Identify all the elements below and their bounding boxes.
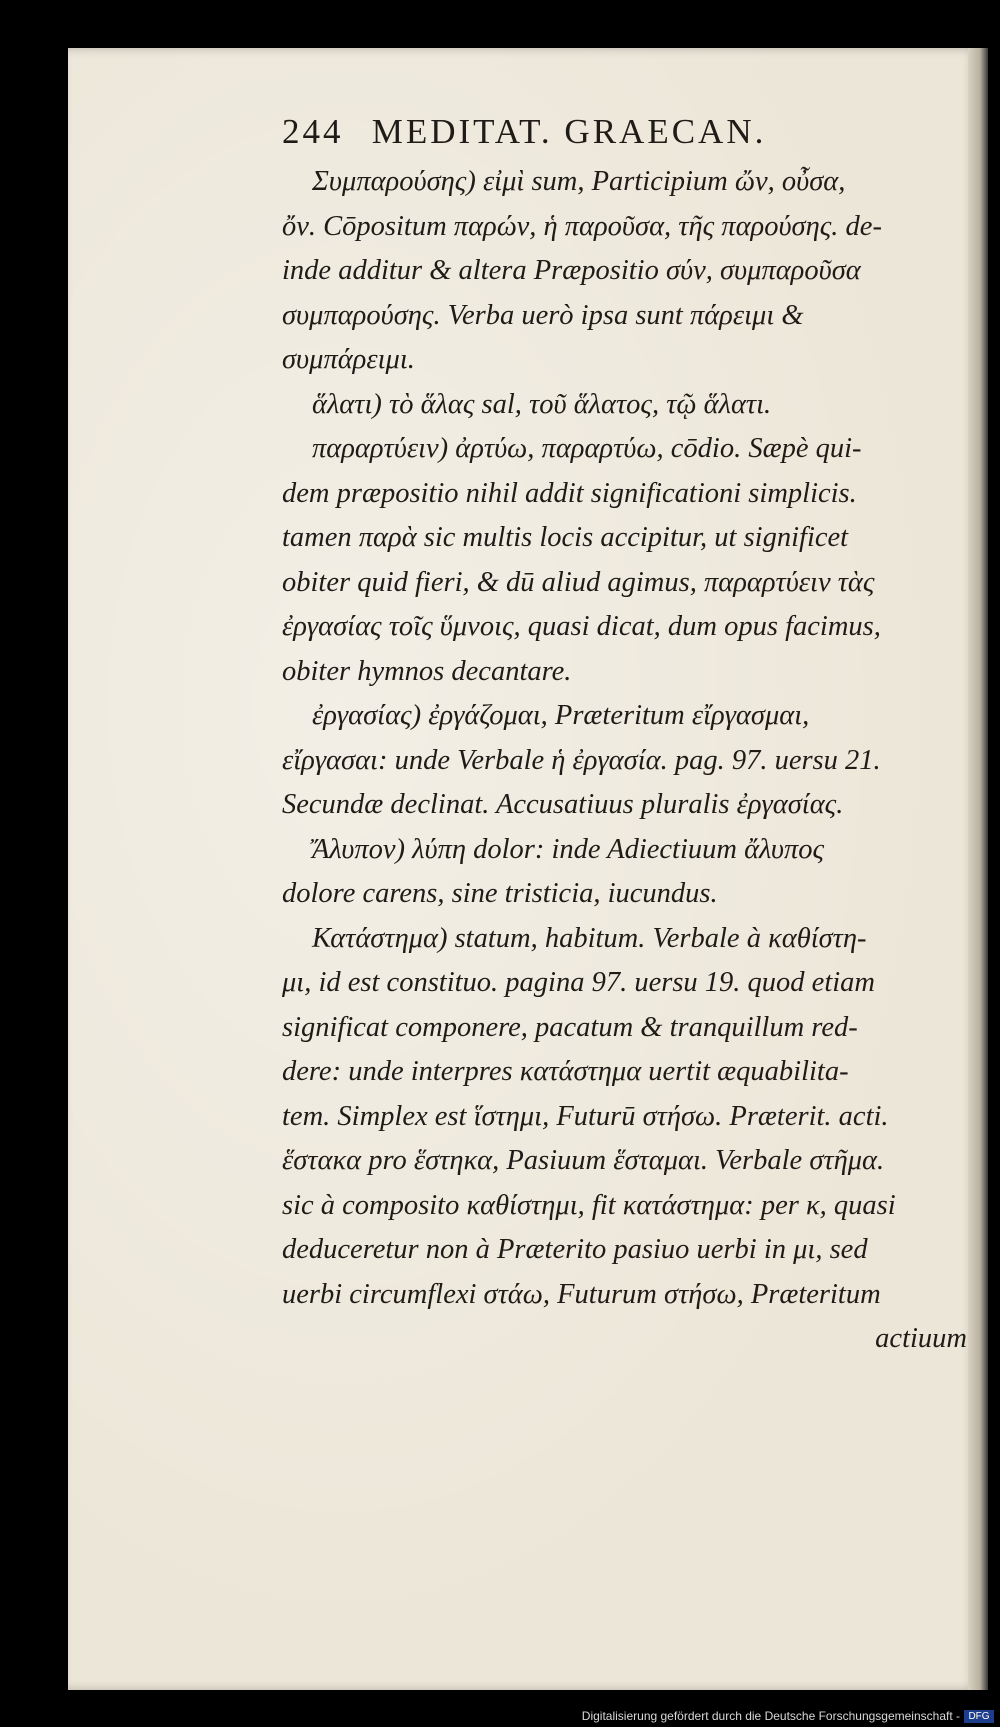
page-number: 244 [282,112,344,151]
text-line: ἅλατι) τὸ ἅλας sal, τοῦ ἅλατος, τῷ ἅλατι. [312,388,772,420]
text-line: deduceretur non à Præterito pasiuo uerbi in μι, sed [282,1234,868,1265]
text-line: dere: unde interpres κατάστημα uertit æquabilita- [282,1056,849,1087]
text-line: εἴργασαι: unde Verbale ἡ ἐργασία. pag. 97. uersu 21. [282,744,881,776]
text-line: παραρτύειν) ἀρτύω, παραρτύω, cōdio. Sæpè qui- [312,433,862,464]
text-line: ἐργασίας τοῖς ὕμνοις, quasi dicat, dum opus facimus, [282,611,881,642]
text-line: Secundæ declinat. Accusatiuus pluralis ἐργασίας. [282,789,844,820]
funding-credit: Digitalisierung gefördert durch die Deutsche Forschungsgemeinschaft - [581,1709,960,1723]
text-line: tem. Simplex est ἵστημι, Futurū στήσω. Præterit. acti. [282,1100,889,1132]
text-line: inde additur & altera Præpositio σύν, συμπαροῦσα [282,255,861,286]
running-header [282,112,882,160]
text-line: Συμπαρούσης) εἰμὶ sum, Participium ὤν, οὖσα, [312,166,846,197]
body-text [282,160,987,1362]
text-line: συμπάρειμι. [282,344,415,375]
text-line: ἕστακα pro ἕστηκα, Pasiuum ἕσταμαι. Verbale στῆμα. [282,1145,885,1176]
text-line: Κατάστημα) statum, habitum. Verbale à καθίστη- [312,922,867,954]
text-line: ἐργασίας) ἐργάζομαι, Præteritum εἴργασμαι, [312,700,810,731]
text-line: dolore carens, sine tristicia, iucundus. [282,878,718,909]
text-line: dem præpositio nihil addit significationi simplicis. [282,477,857,509]
text-line: Ἄλυπον) λύπη dolor: inde Adiectiuum ἄλυπος [312,833,825,865]
text-line: obiter quid fieri, & dū aliud agimus, παραρτύειν τὰς [282,566,875,598]
text-line: ὄν. Cōpositum παρών, ἡ παροῦσα, τῆς παρούσης. de- [282,210,882,242]
catchword: actiuum [875,1323,967,1354]
text-line: συμπαρούσης. Verba uerò ipsa sunt πάρειμι & [282,299,804,331]
text-line: obiter hymnos decantare. [282,655,572,687]
text-line: μι, id est constituo. pagina 97. uersu 19. quod etiam [282,967,875,998]
text-line: tamen παρὰ sic multis locis accipitur, ut significet [282,522,849,553]
text-line: significat componere, pacatum & tranquillum red- [282,1011,858,1043]
text-line: sic à composito καθίστημι, fit κατάστημα: per κ, quasi [282,1189,896,1221]
running-title: MEDITAT. GRAECAN. [371,112,767,151]
dfg-logo: DFG [964,1710,994,1723]
text-line: uerbi circumflexi στάω, Futurum στήσω, Præteritum [282,1278,881,1310]
footer-bar [0,1707,1000,1727]
